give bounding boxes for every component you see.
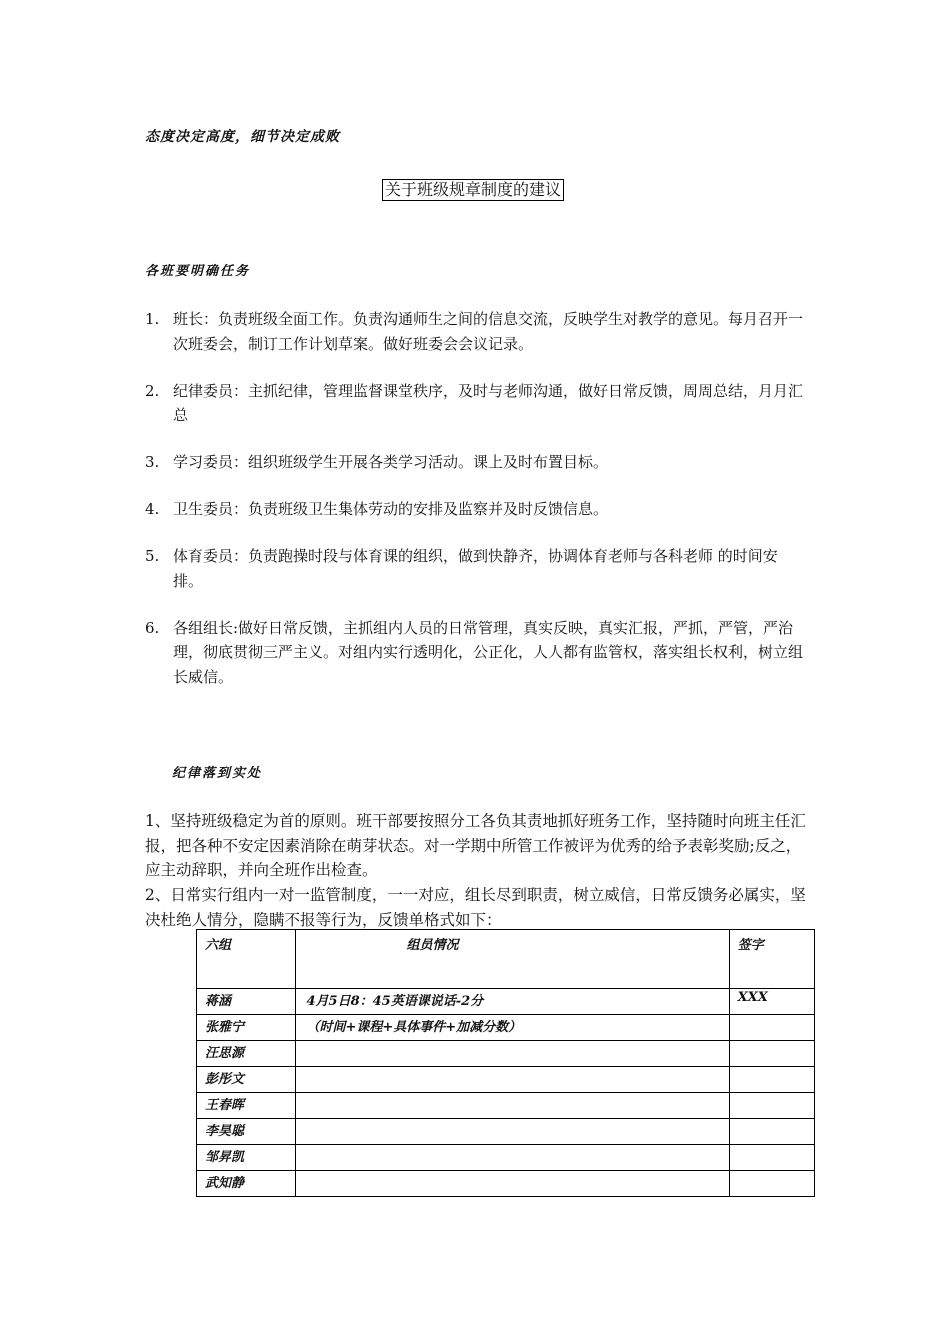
item-number: 5. — [145, 547, 160, 565]
member-name: 蒋涵 — [197, 989, 296, 1015]
member-status — [296, 1119, 729, 1145]
table-row — [197, 1041, 815, 1067]
list-item — [145, 450, 805, 475]
item-number: 6. — [145, 618, 160, 637]
item-text: 各组组长:做好日常反馈，主抓组内人员的日常管理，真实反映，真实汇报，严抓，严管，严治理，彻底贯彻三严主义。对组内实行透明化，公正化，人人都有监管权，落实组长权利，树立组长威信。 — [173, 618, 804, 686]
member-status: （时间+课程+具体事件+加减分数） — [296, 1015, 729, 1041]
member-signature — [729, 1119, 814, 1145]
member-name: 李昊聪 — [197, 1119, 296, 1145]
table-header-row — [197, 930, 815, 989]
table-row — [197, 1067, 815, 1093]
member-name: 武知静 — [197, 1171, 296, 1197]
member-signature — [729, 1067, 814, 1093]
list-item — [145, 616, 805, 690]
header-member-status: 组员情况 — [296, 930, 729, 989]
task-list — [145, 307, 805, 712]
member-status: 4月5日8：45英语课说话-2分 — [296, 989, 729, 1015]
table-row — [197, 1119, 815, 1145]
item-number: 4. — [145, 500, 160, 518]
member-name: 邹昇凯 — [197, 1145, 296, 1171]
section-heading-discipline: 纪律落到实处 — [172, 766, 263, 781]
document-title: 关于班级规章制度的建议 — [382, 179, 564, 201]
item-text: 纪律委员：主抓纪律，管理监督课堂秩序，及时与老师沟通，做好日常反馈，周周总结，月月汇总 — [173, 381, 804, 424]
list-item — [145, 307, 805, 356]
member-name: 彭彤文 — [197, 1067, 296, 1093]
item-text: 学习委员：组织班级学生开展各类学习活动。课上及时布置目标。 — [173, 453, 609, 471]
table-row — [197, 1145, 815, 1171]
item-number: 3. — [145, 453, 160, 471]
member-status — [296, 1067, 729, 1093]
member-name: 汪思源 — [197, 1041, 296, 1067]
item-text: 班长：负责班级全面工作。负责沟通师生之间的信息交流，反映学生对教学的意见。每月召开一次班委会，制订工作计划草案。做好班委会会议记录。 — [173, 310, 804, 353]
table-row — [197, 1015, 815, 1041]
member-signature — [729, 1171, 814, 1197]
item-number: 1. — [145, 310, 160, 328]
section-heading-tasks: 各班要明确任务 — [145, 264, 251, 279]
paragraph-2: 2、日常实行组内一对一监管制度，一一对应，组长尽到职责，树立威信，日常反馈务必属实，坚决杜绝人情分，隐瞒不报等行为，反馈单格式如下： — [145, 886, 806, 929]
list-item — [145, 497, 805, 522]
motto: 态度决定高度，细节决定成败 — [145, 129, 340, 145]
table-row — [197, 989, 815, 1015]
list-item — [145, 544, 805, 593]
list-item — [145, 379, 805, 428]
member-signature — [729, 1093, 814, 1119]
member-status — [296, 1041, 729, 1067]
header-group: 六组 — [197, 930, 296, 989]
member-signature: XXX — [729, 989, 814, 1015]
item-text: 体育委员：负责跑操时段与体育课的组织，做到快静齐，协调体育老师与各科老师 的时间安排。 — [173, 547, 778, 590]
member-signature — [729, 1041, 814, 1067]
item-number: 2. — [145, 381, 160, 400]
member-signature — [729, 1015, 814, 1041]
header-signature: 签字 — [729, 930, 814, 989]
member-status — [296, 1093, 729, 1119]
paragraph-1: 1、坚持班级稳定为首的原则。班干部要按照分工各负其责地抓好班务工作，坚持随时向班主任汇报，把各种不安定因素消除在萌芽状态。对一学期中所管工作被评为优秀的给予表彰奖励;反之，应主动辞职，并向全班作出检查。 — [145, 812, 806, 879]
member-status — [296, 1171, 729, 1197]
member-name: 张雅宁 — [197, 1015, 296, 1041]
table-row — [197, 1093, 815, 1119]
feedback-table — [196, 929, 815, 1197]
table-row — [197, 1171, 815, 1197]
member-status — [296, 1145, 729, 1171]
member-name: 王春晖 — [197, 1093, 296, 1119]
item-text: 卫生委员：负责班级卫生集体劳动的安排及监察并及时反馈信息。 — [173, 500, 609, 518]
member-signature — [729, 1145, 814, 1171]
